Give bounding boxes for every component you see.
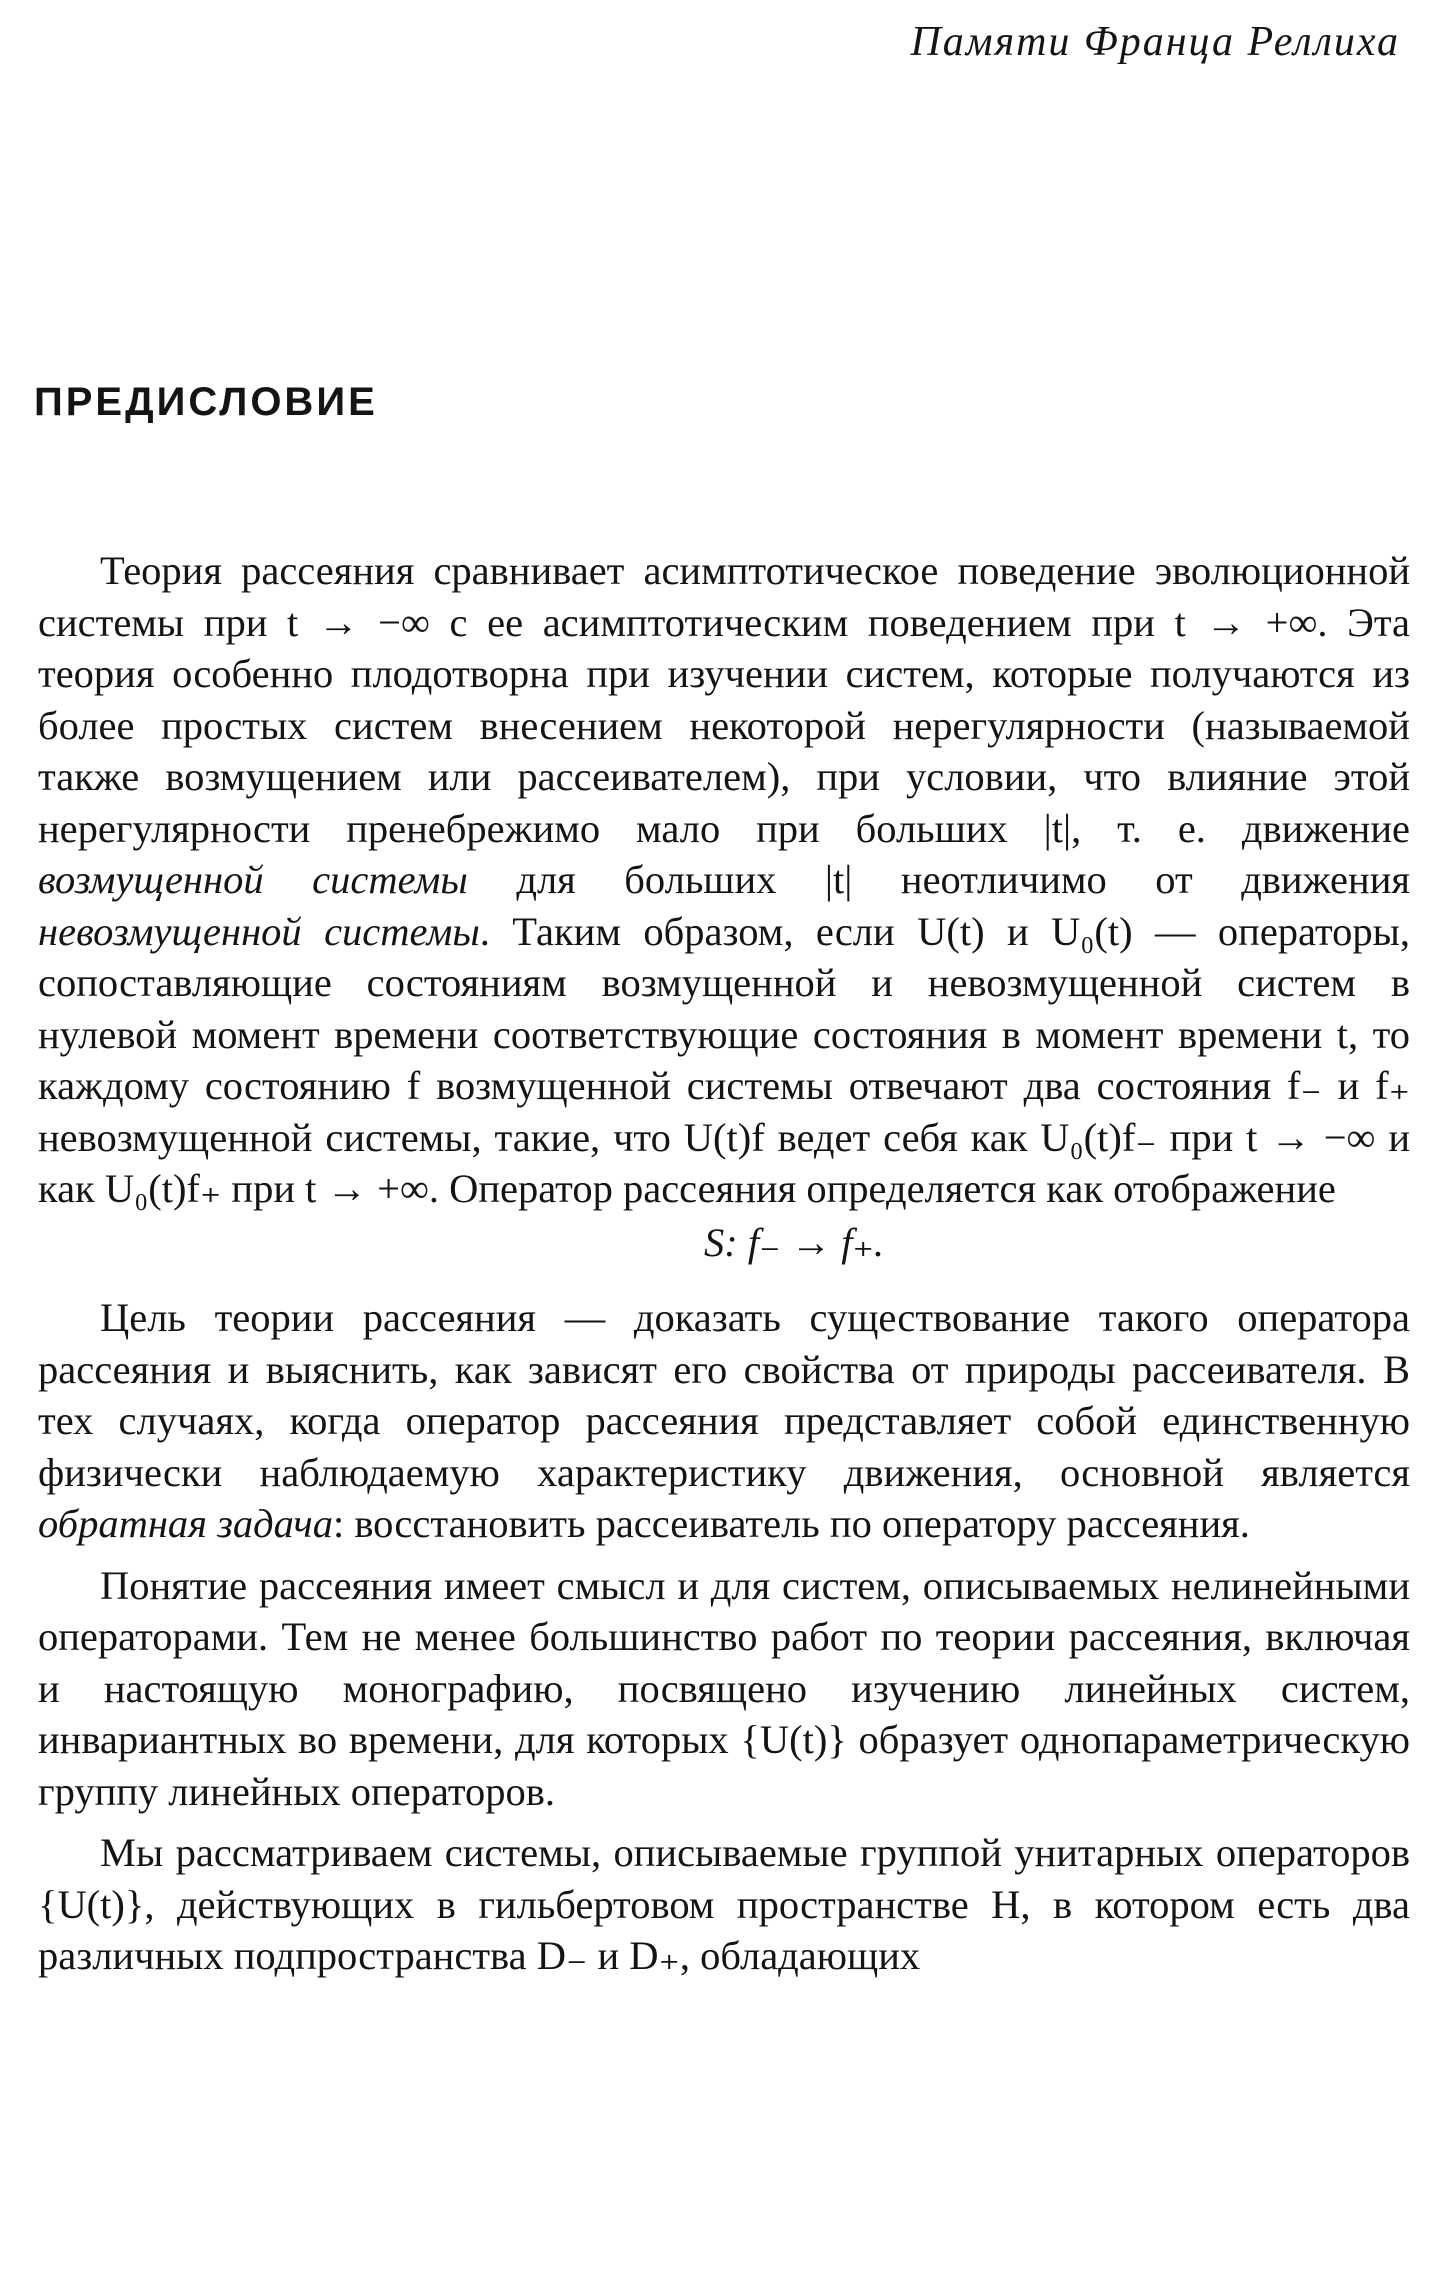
scattering-operator-formula [38, 1217, 1410, 1269]
paragraph-1-italic-unperturbed: невозмущенной системы [38, 908, 480, 954]
paragraph-4: Мы рассматриваем системы, описываемые группой унитарных операторов {U(t)}, действующих в гильбертовом пространстве H, в котором есть два различных подпространства D₋ и D₊, обладающих [38, 1830, 1410, 1978]
paragraph-1-italic-perturbed: возмущенной системы [38, 857, 468, 902]
paragraph-2 [38, 1292, 1410, 1550]
dedication: Памяти Франца Реллиха [910, 19, 1400, 65]
paragraph-1-part-a: Теория рассеяния сравнивает асимптотическое поведение эволюционной системы при t → −∞ с ее асимптотическим поведением при t → +∞. Эта теория особенно плодотворна при изучении систем, которые получаются из более простых систем внесением некоторой нерегулярности (называемой также возмущением или рассеивателем), при условии, что влияние этой нерегулярности пренебрежимо мало при больших |t|, т. е. движение [38, 548, 1410, 851]
paragraph-1-part-c: для больших |t| неотличимо от движения [467, 857, 1410, 902]
paragraph-1 [38, 545, 1410, 1215]
paragraph-2-part-a: Цель теории рассеяния — доказать существование такого оператора рассеяния и выяснить, как зависят его свойства от природы рассеивателя. В тех случаях, когда оператор рассеяния представляет собой единственную физически наблюдаемую характеристику движения, основной является [38, 1295, 1410, 1495]
formula-text: S: f₋ → f₊. [704, 1219, 884, 1265]
paragraph-2-part-c: : восстановить рассеиватель по оператору рассеяния. [332, 1501, 1250, 1546]
page-title: ПРЕДИСЛОВИЕ [34, 380, 378, 424]
paragraph-gap [38, 1550, 1410, 1560]
paragraph-2-italic-inverse-problem: обратная задача [38, 1501, 333, 1546]
paragraph-gap [38, 1817, 1410, 1827]
paragraph-3: Понятие рассеяния имеет смысл и для систем, описываемых нелинейными операторами. Тем не менее большинство работ по теории рассеяния, включая и настоящую монографию, посвящено изучению линейных систем, инвариантных во времени, для которых {U(t)} образует однопараметрическую группу линейных операторов. [38, 1562, 1410, 1814]
preface-body [38, 545, 1410, 1982]
paragraph-1-part-e: . Таким образом, если U(t) и U₀(t) — операторы, сопоставляющие состояниям возмущенной и невозмущенной систем в нулевой момент времени соответствующие состояния в момент времени t, то каждому состоянию f возмущенной системы отвечают два состояния f₋ и f₊ невозмущенной системы, такие, что U(t)f ведет себя как U₀(t)f₋ при t → −∞ и как U₀(t)f₊ при t → +∞. Оператор рассеяния определяется как отображение [38, 908, 1410, 1211]
